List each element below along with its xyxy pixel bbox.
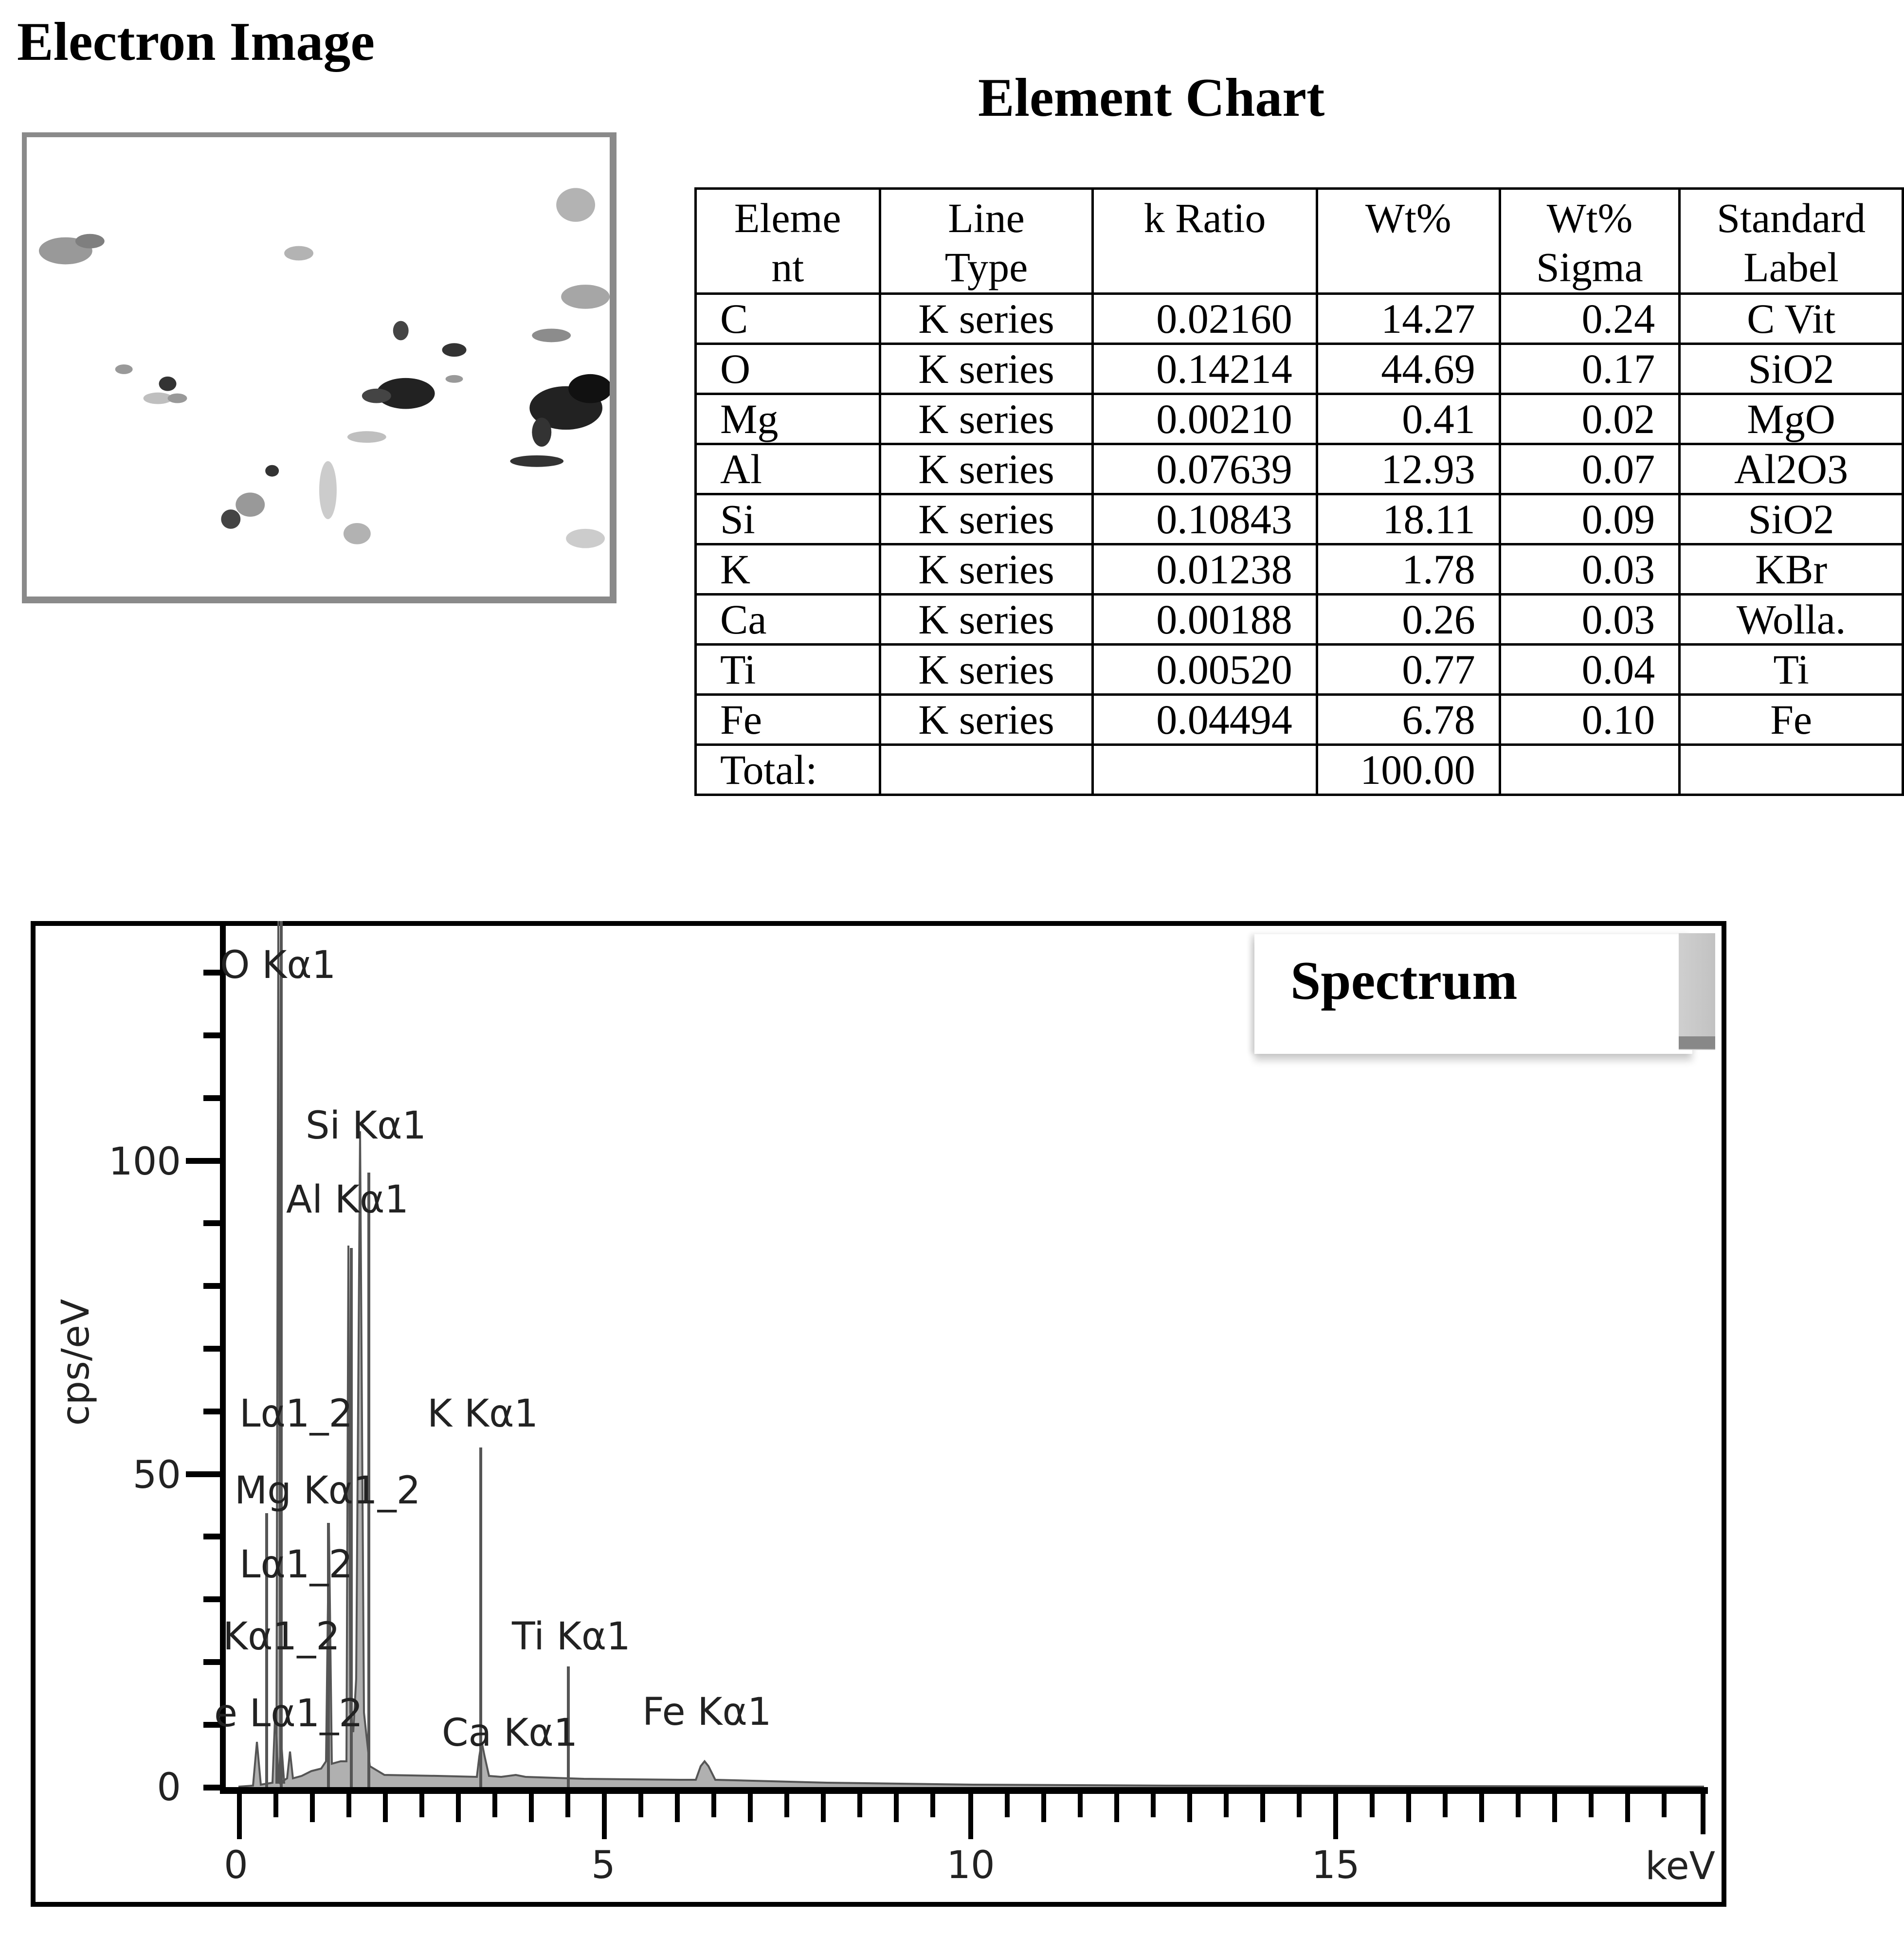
cell-line-type: K series <box>880 594 1093 644</box>
cell-total-label: Total: <box>696 744 880 795</box>
header-line-2: Sigma <box>1536 244 1643 291</box>
cell-line-type: K series <box>880 394 1093 444</box>
header-line-1: k Ratio <box>1143 195 1266 241</box>
peak-label-mg: Mg Kα1_2 <box>235 1469 421 1513</box>
cell-element: Mg <box>696 394 880 444</box>
cell-sigma: 0.10 <box>1500 694 1679 744</box>
x-tick-label-5: 5 <box>591 1844 616 1887</box>
x-axis-ticks <box>239 1793 1703 1839</box>
header-line-2: Type <box>944 244 1028 291</box>
cell-total-wt: 100.00 <box>1317 744 1500 795</box>
cell-wt: 1.78 <box>1317 544 1500 594</box>
cell-standard: Ti <box>1680 644 1903 694</box>
element-chart-title: Element Chart <box>978 68 1325 128</box>
cell-wt: 44.69 <box>1317 344 1500 394</box>
cell-element: O <box>696 344 880 394</box>
cell-sigma: 0.24 <box>1500 293 1679 344</box>
peak-label-k: K Kα1 <box>427 1392 539 1436</box>
x-tick-label-10: 10 <box>946 1844 995 1887</box>
cell-wt: 18.11 <box>1317 494 1500 544</box>
x-tick-label-0: 0 <box>224 1844 248 1887</box>
cell-sigma: 0.04 <box>1500 644 1679 694</box>
cell-sigma: 0.07 <box>1500 444 1679 494</box>
cell-sigma: 0.03 <box>1500 594 1679 644</box>
cell-standard: KBr <box>1680 544 1903 594</box>
cell-standard: Al2O3 <box>1680 444 1903 494</box>
peak-label-si: Si Kα1 <box>306 1104 427 1148</box>
y-axis-ticks <box>186 973 223 1788</box>
cell-line-type: K series <box>880 694 1093 744</box>
header-line-1: Standard <box>1717 195 1866 241</box>
peak-label-ti: Ti Kα1 <box>512 1615 631 1659</box>
peak-label-fe: Fe Kα1 <box>642 1690 772 1734</box>
cell-standard: Wolla. <box>1680 594 1903 644</box>
y-axis-label: cps/eV <box>54 1299 98 1426</box>
cell-wt: 0.77 <box>1317 644 1500 694</box>
peak-label-al: Al Kα1 <box>286 1178 409 1222</box>
cell-k-ratio: 0.00520 <box>1093 644 1317 694</box>
cell-k-ratio: 0.10843 <box>1093 494 1317 544</box>
header-line-2: Label <box>1743 244 1839 291</box>
cell-wt: 12.93 <box>1317 444 1500 494</box>
cell-standard: MgO <box>1680 394 1903 444</box>
cell-wt: 14.27 <box>1317 293 1500 344</box>
cell-line-type: K series <box>880 444 1093 494</box>
x-tick-label-15: 15 <box>1311 1844 1360 1887</box>
cell-k-ratio: 0.01238 <box>1093 544 1317 594</box>
legend-scrollbar[interactable] <box>1679 933 1715 1050</box>
header-line-1: Eleme <box>734 195 841 241</box>
cell-standard: SiO2 <box>1680 494 1903 544</box>
legend-label-spectrum: Spectrum <box>1290 951 1518 1011</box>
cell-element: Ti <box>696 644 880 694</box>
cell-k-ratio: 0.07639 <box>1093 444 1317 494</box>
cell-line-type: K series <box>880 544 1093 594</box>
cell-k-ratio: 0.00188 <box>1093 594 1317 644</box>
cell-standard: C Vit <box>1680 293 1903 344</box>
cell-element: K <box>696 544 880 594</box>
cell-element: Al <box>696 444 880 494</box>
cell-k-ratio: 0.04494 <box>1093 694 1317 744</box>
x-axis-label: keV <box>1645 1845 1715 1888</box>
cell-sigma: 0.02 <box>1500 394 1679 444</box>
y-tick-label-50: 50 <box>132 1453 181 1497</box>
cell-standard: SiO2 <box>1680 344 1903 394</box>
cell-k-ratio: 0.14214 <box>1093 344 1317 394</box>
cell-line-type: K series <box>880 644 1093 694</box>
y-tick-label-0: 0 <box>157 1766 181 1809</box>
cell-sigma: 0.17 <box>1500 344 1679 394</box>
cell-wt: 0.41 <box>1317 394 1500 444</box>
cell-element: Fe <box>696 694 880 744</box>
cell-element: Si <box>696 494 880 544</box>
cell-sigma: 0.03 <box>1500 544 1679 594</box>
cell-sigma: 0.09 <box>1500 494 1679 544</box>
cell-line-type: K series <box>880 344 1093 394</box>
header-line-1: Wt% <box>1546 195 1633 241</box>
header-line-2: nt <box>771 244 804 291</box>
cell-element: C <box>696 293 880 344</box>
peak-label-ka1-2: Kα1_2 <box>223 1615 340 1659</box>
peak-label-la1-middle: Lα1_2 <box>239 1543 353 1587</box>
cell-wt: 6.78 <box>1317 694 1500 744</box>
cell-k-ratio: 0.00210 <box>1093 394 1317 444</box>
y-tick-label-100: 100 <box>109 1140 181 1184</box>
cell-line-type: K series <box>880 494 1093 544</box>
peak-label-la1-upper: Lα1_2 <box>239 1392 353 1436</box>
peak-label-ca: Ca Kα1 <box>442 1711 578 1755</box>
peak-label-o: O Kα1 <box>220 943 336 987</box>
cell-standard: Fe <box>1680 694 1903 744</box>
cell-line-type: K series <box>880 293 1093 344</box>
legend-scrollbar-thumb[interactable] <box>1679 1036 1715 1049</box>
peak-label-fe-l: e Lα1_2 <box>214 1692 363 1736</box>
header-line-1: Line <box>948 195 1025 241</box>
cell-element: Ca <box>696 594 880 644</box>
header-line-1: Wt% <box>1365 195 1451 241</box>
cell-wt: 0.26 <box>1317 594 1500 644</box>
cell-k-ratio: 0.02160 <box>1093 293 1317 344</box>
electron-image-title: Electron Image <box>17 12 375 72</box>
